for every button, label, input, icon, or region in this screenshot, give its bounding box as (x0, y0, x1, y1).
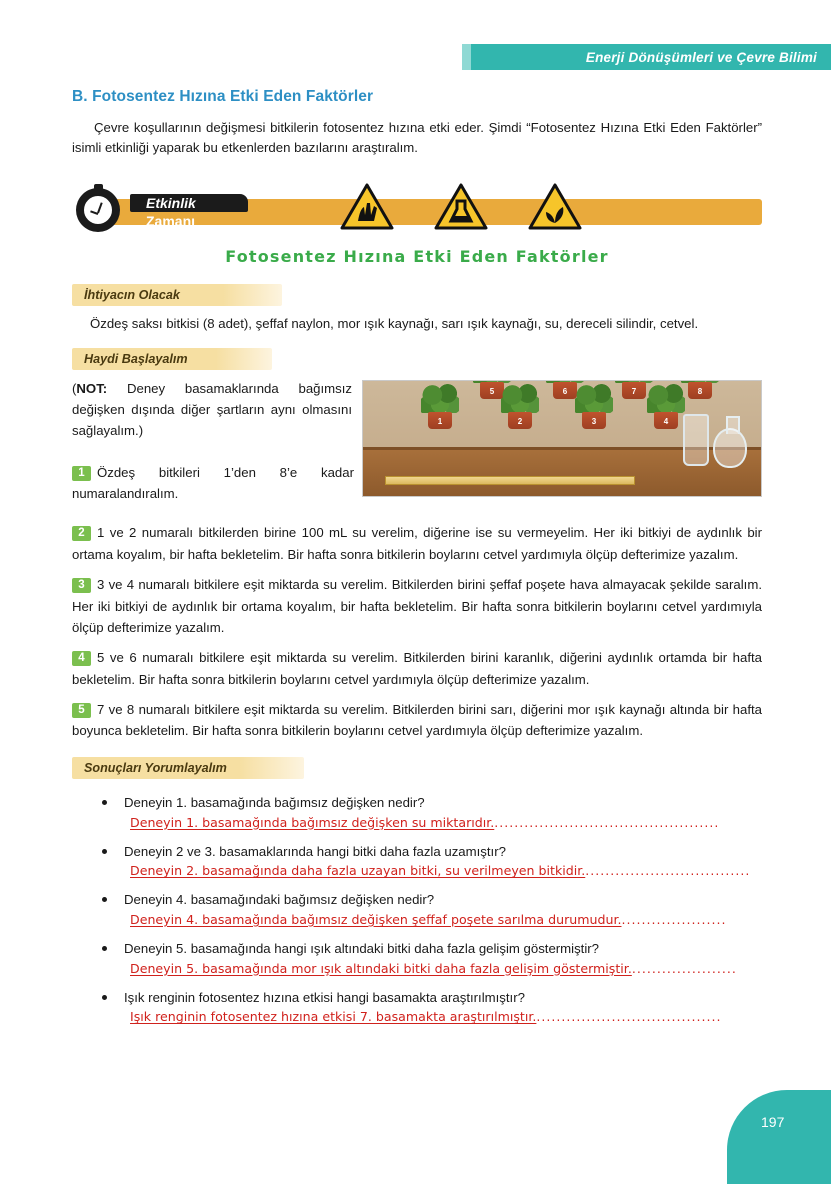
question-text: Işık renginin fotosentez hızına etkisi hangi basamakta araştırılmıştır? (124, 989, 525, 1005)
answer-text: Deneyin 5. basamağında mor ışık altındaki bitki daha fazla gelişim göstermiştir...................... (130, 960, 737, 976)
page-number: 197 (761, 1114, 785, 1130)
step-text: 3 ve 4 numaralı bitkilere eşit miktarda su verelim. Bitkilerden birini şeffaf poşete hava almayacak şekilde saralım. Her iki bitkiyi de aydınlık bir ortama koyalım, bir hafta bekletelim. Bir hafta sonra bitkilerin boylarını cetvel yardımıyla ölçüp defterimize yazalım. (72, 577, 762, 635)
step-item (72, 522, 762, 565)
step-item (72, 699, 762, 742)
section-title: B. Fotosentez Hızına Etki Eden Faktörler (72, 88, 374, 105)
activity-label-line2: Zamanı (146, 212, 196, 229)
pot-number: 2 (517, 416, 523, 426)
activity-label-line1: Etkinlik (146, 194, 196, 211)
note-text: Deney basamaklarında bağımsız değişken dışında diğer şartların aynı olmasını sağlayalım.) (72, 380, 352, 438)
pot-number: 6 (562, 386, 568, 396)
step-number: 1 (72, 466, 91, 481)
list-item (72, 793, 762, 833)
answer-text: Işık renginin fotosentez hızına etkisi 7. basamakta araştırılmıştır...................................... (130, 1009, 722, 1025)
section-intro-text: Çevre koşullarının değişmesi bitkilerin fotosentez hızına etki eder. Şimdi “Fotosentez Hızına Etki Eden Faktörler” isimli etkinliği yaparak bu etkenlerden bazılarını araştıralım. (72, 120, 762, 156)
list-item (72, 939, 762, 979)
pot-number: 1 (437, 416, 443, 426)
graduated-cylinder (683, 414, 709, 466)
experiment-photo (362, 380, 762, 497)
list-item (72, 890, 762, 930)
note-bold: NOT: (76, 380, 108, 396)
answer-text: Deneyin 1. basamağında bağımsız değişken su miktarıdır.............................................. (130, 814, 720, 830)
section-intro-paragraph (72, 118, 762, 159)
list-item (72, 842, 762, 882)
question-text: Deneyin 2 ve 3. basamaklarında hangi bitki daha fazla uzamıştır? (124, 843, 506, 859)
step-number: 5 (72, 703, 91, 718)
chapter-header-banner (462, 44, 831, 70)
step-text: Özdeş bitkileri 1’den 8’e kadar numaralandıralım. (72, 464, 354, 502)
warning-gloves-icon (340, 183, 394, 231)
ruler (385, 476, 635, 485)
step-text: 7 ve 8 numaralı bitkilere eşit miktarda su verelim. Bitkilerden birini sarı, diğerini mor ışık kaynağı altında bir hafta boyunca bekletelim. Bir hafta sonra bitkilerin boylarını cetvel yardımıyla ölçüp defterimize yazalım. (72, 702, 762, 739)
question-text: Deneyin 1. basamağında bağımsız değişken nedir? (124, 794, 425, 810)
note-paragraph (72, 378, 352, 441)
pot-number: 3 (591, 416, 597, 426)
question-text: Deneyin 5. basamağında hangi ışık altındaki bitki daha fazla gelişim göstermiştir? (124, 940, 600, 956)
steps-top-area (72, 378, 762, 496)
pot-number: 4 (663, 416, 669, 426)
step-number: 2 (72, 526, 91, 541)
list-item (72, 988, 762, 1028)
header-notch (462, 44, 471, 70)
step-item (72, 647, 762, 690)
page-number-badge (727, 1090, 831, 1184)
lets-start-header: Haydi Başlayalım (72, 348, 272, 370)
activity-title: Fotosentez Hızına Etki Eden Faktörler (225, 246, 609, 266)
step-item (72, 574, 762, 638)
question-text: Deneyin 4. basamağındaki bağımsız değişken nedir? (124, 892, 435, 908)
warning-plant-icon (528, 183, 582, 231)
chapter-title: Enerji Dönüşümleri ve Çevre Bilimi (585, 49, 817, 65)
results-header: Sonuçları Yorumlayalım (72, 757, 304, 779)
answer-text: Deneyin 2. basamağında daha fazla uzayan bitki, su verilmeyen bitkidir.................................. (130, 863, 751, 879)
pot-number: 7 (631, 386, 637, 396)
results-list (72, 793, 762, 1027)
answer-text: Deneyin 4. basamağında bağımsız değişken şeffaf poşete sarılma durumudur...................... (130, 912, 727, 927)
pot-number: 8 (697, 386, 703, 396)
step-text: 5 ve 6 numaralı bitkilere eşit miktarda su verelim. Bitkilerden birini karanlık, diğerini aydınlık ortamda bir hafta bekletelim. Bir hafta sonra bitkilerin boylarını cetvel yardımıyla ölçüp defterimize yazalım. (72, 650, 762, 687)
needs-header: İhtiyacın Olacak (72, 284, 282, 306)
activity-banner (72, 177, 762, 237)
pot-number: 5 (489, 386, 495, 396)
warning-chemical-icon (434, 183, 488, 231)
page-content (72, 88, 762, 1036)
step-number: 3 (72, 578, 91, 593)
step-number: 4 (72, 651, 91, 666)
needs-text: Özdeş saksı bitkisi (8 adet), şeffaf naylon, mor ışık kaynağı, sarı ışık kaynağı, su, dereceli silindir, cetvel. (90, 315, 699, 331)
step-text: 1 ve 2 numaralı bitkilerden birine 100 mL su verelim, diğerine ise su vermeyelim. Her iki bitkiyi de aydınlık bir ortama koyalım, bir hafta bekletelim. Bir hafta sonra bitkilerin boylarını cetvel yardımıyla ölçüp defterimize yazalım. (72, 525, 762, 562)
flask (713, 428, 747, 468)
stopwatch-icon (72, 186, 128, 234)
note-open-paren: ( (72, 380, 77, 396)
